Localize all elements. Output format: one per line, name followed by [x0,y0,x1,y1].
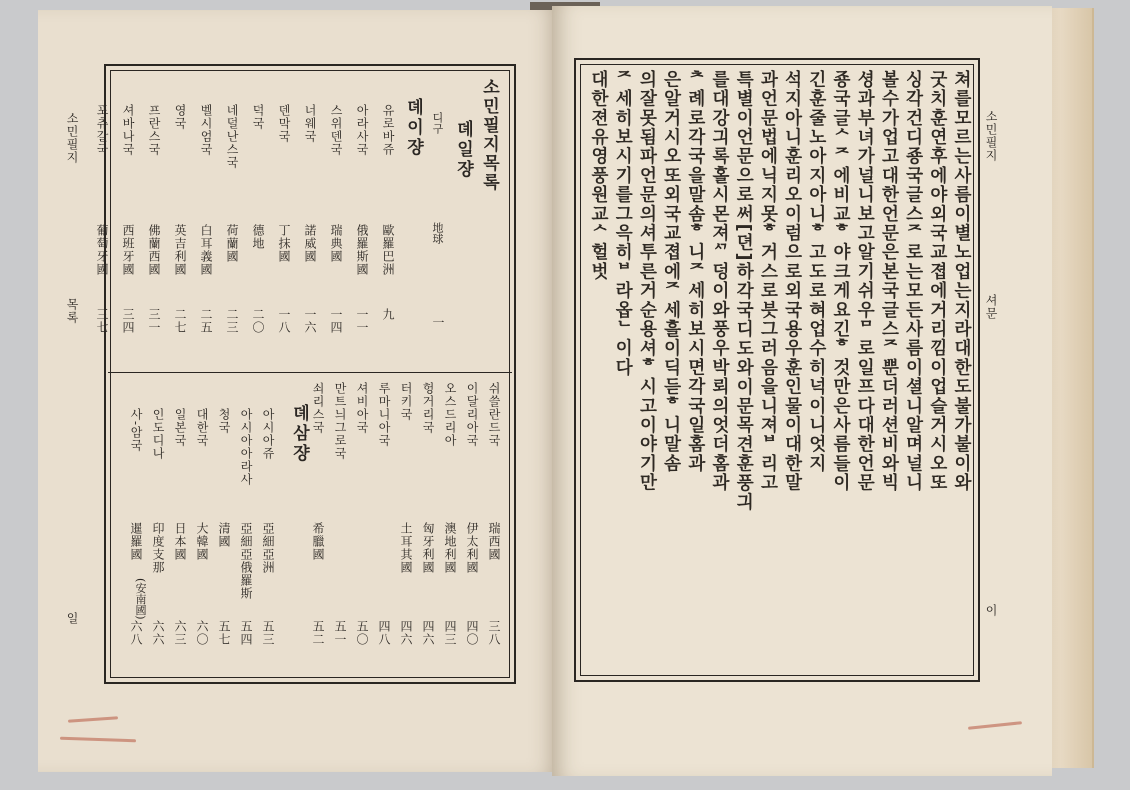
toc-entry-korean: 벨시엄국 [199,104,213,156]
toc-entry-korean: 루마니아국 [377,382,391,447]
preface-column: 의잘못됨파언문의셔투른거순용셔ᄒ시고이야기만 [636,70,657,493]
toc-entry-page: 四三 [443,620,457,646]
toc-entry-page: 六六 [151,620,165,646]
toc-entry-page: 二〇 [251,308,265,334]
toc-entry-page: 六八 [129,620,143,646]
toc-entry-korean: 오스드리아 [443,382,457,447]
preface-column: 싱각건디죵국글스ᄌ로는모든사름이셜니알며널니 [903,70,924,493]
preface-column: 긴훈줄노아지아니ᄒ고도로혀업수히넉이니엇지 [806,70,827,474]
toc-entry-korean: 쉬쓸란드국 [487,382,501,447]
preface-column: 은알거시오또외국교졉에ᄌ세흘이딕듣ᄒ니말솜 [661,70,682,474]
preface-column: ᄌ세히보시기를그윽히ᄇ라옵ᄂ이다 [612,70,633,378]
toc-entry-page: 四六 [421,620,435,646]
toc-entry-hanja: 亞細亞洲 [261,522,275,574]
toc-entry-hanja: 佛蘭西國 [147,224,161,276]
toc-entry-korean: 너웨국 [303,104,317,143]
toc-entry-page: 五二 [311,620,325,646]
toc-entry-page: 四〇 [465,620,479,646]
preface-column: 특별이언문으로써[뎐]하각국디도와이문목견훈풍긔 [733,70,754,512]
toc-entry-hanja: 暹羅國 [129,522,143,561]
toc-entry-korean: 프란스국 [147,104,161,156]
toc-entry-hanja: 清國 [217,522,231,548]
preface-column: 볼수가업고대한언문은본국글스ᄌ뿐더러션비와빅 [878,70,899,493]
toc-entry-page: 四六 [399,620,413,646]
toc-entry-page: 一六 [303,308,317,334]
toc-title: 소민필지목록 [479,78,499,192]
toc-entry-hanja: 白耳義國 [199,224,213,276]
chapter-two-heading: 뎨이쟝 [403,98,423,158]
toc-entry-korean: 이달리아국 [465,382,479,447]
left-page-number: 일 [65,612,79,625]
right-margin-title: 소민필지 [984,110,998,162]
toc-entry-page: 一八 [277,308,291,334]
toc-entry-page: 六三 [173,620,187,646]
toc-entry-page: 一四 [329,308,343,334]
toc-entry-korean: 청국 [217,408,231,434]
toc-entry-hanja: 荷蘭國 [225,224,239,263]
toc-entry-korean: 사-암국 [129,408,143,453]
toc-entry-hanja: 俄羅斯國 [355,224,369,276]
left-margin-section: 목록 [65,298,79,324]
toc-entry-korean: 포츄갈국 [95,104,109,156]
left-margin-title: 소민필지 [65,112,79,164]
toc-entry-korean: 터키국 [399,382,413,421]
toc-entry-page: 二五 [199,308,213,334]
toc-entry-page: 九 [381,308,395,321]
toc-entry-korean: 헝거리국 [421,382,435,434]
preface-column: 쳐를모르는사름이별노업는지라대한도불가불이와 [951,70,972,493]
toc-entry-page: 五七 [217,620,231,646]
toc-entry-korean: 영국 [173,104,187,130]
preface-column: 죵국글ᄉᄌ에비교ᄒ야크게요긴ᄒ것만은사름들이 [830,70,851,493]
chapter-one-sub-hanja: 地球 [431,222,444,244]
toc-entry-page: 五四 [239,620,253,646]
preface-column: 굿치훈연후에야외국교졉에거리낌이업슬거시오또 [927,70,948,493]
preface-column: ᄎ례로각국을말솜ᄒ니ᄌ세히보시면각국일홈과 [685,70,706,474]
toc-entry-page: 三一 [147,308,161,334]
toc-entry-page: 五一 [333,620,347,646]
toc-entry-hanja: 伊太利國 [465,522,479,574]
toc-annotation: (安南國) [134,578,147,620]
toc-entry-korean: 대한국 [195,408,209,447]
toc-entry-page: 六〇 [195,620,209,646]
preface-column: 를대강긔록홀시몬져ᄭ덩이와풍우박뢰의엇더홈과 [709,70,730,493]
preface-column: 과언문법에닉지못ᄒ거스로븟그러음을니져ᄇ리고 [757,70,778,493]
toc-divider [108,372,512,373]
preface-column: 대한젼유영풍원교ᄉ헐벗 [588,70,609,282]
right-page-number: 이 [984,604,998,617]
toc-entry-hanja: 英吉利國 [173,224,187,276]
toc-entry-korean: 쇠리스국 [311,382,325,434]
toc-entry-korean: 셔비아국 [355,382,369,434]
toc-entry-korean: 아라사국 [355,104,369,156]
toc-entry-korean: 아시아쥬 [261,408,275,460]
toc-entry-korean: 일본국 [173,408,187,447]
toc-entry-korean: 네덜난스국 [225,104,239,169]
toc-entry-korean: 덴막국 [277,104,291,143]
toc-entry-hanja: 西班牙國 [121,224,135,276]
toc-entry-hanja: 大韓國 [195,522,209,561]
toc-entry-page: 二三 [225,308,239,334]
toc-entry-hanja: 德地 [251,224,265,250]
toc-entry-korean: 유로바쥬 [381,104,395,156]
toc-entry-hanja: 亞細亞俄羅斯 [239,522,253,600]
toc-entry-hanja: 印度支那 [151,522,165,574]
toc-entry-hanja: 瑞典國 [329,224,343,263]
toc-entry-hanja: 希臘國 [311,522,325,561]
chapter-one-heading: 뎨일쟝 [453,120,473,180]
toc-entry-hanja: 瑞西國 [487,522,501,561]
toc-entry-hanja: 諾威國 [303,224,317,263]
toc-entry-korean: 덕국 [251,104,265,130]
toc-entry-page: 五三 [261,620,275,646]
right-margin-section: 셔문 [984,294,998,320]
toc-entry-page: 三四 [121,308,135,334]
toc-entry-page: 三八 [487,620,501,646]
toc-entry-hanja: 丁抹國 [277,224,291,263]
preface-column: 석지아니훈리오이럼으로외국용우훈인물이대한말 [782,70,803,493]
preface-column: 셩과부녀가널니보고알기쉬우ᄆ로일프다대한언문 [854,70,875,493]
chapter-three-heading: 뎨삼쟝 [289,404,309,464]
toc-entry-hanja: 日本國 [173,522,187,561]
toc-entry-korean: 아시아아라사 [239,408,253,486]
chapter-one-sub-page: 一 [431,316,445,329]
toc-entry-page: 三七 [95,308,109,334]
toc-entry-hanja: 歐羅巴洲 [381,224,395,276]
toc-entry-hanja: 葡萄牙國 [95,224,109,276]
toc-entry-page: 二七 [173,308,187,334]
toc-entry-page: 四八 [377,620,391,646]
toc-entry-hanja: 土耳其國 [399,522,413,574]
toc-entry-page: 一一 [355,308,369,334]
toc-entry-hanja: 澳地利國 [443,522,457,574]
toc-entry-korean: 인도디나 [151,408,165,460]
toc-entry-hanja: 匈牙利國 [421,522,435,574]
toc-entry-korean: 만트늬그로국 [333,382,347,460]
chapter-one-sub-ko: 디구 [431,112,444,134]
toc-entry-korean: 셔바나국 [121,104,135,156]
toc-entry-page: 五〇 [355,620,369,646]
toc-entry-korean: 스위덴국 [329,104,343,156]
